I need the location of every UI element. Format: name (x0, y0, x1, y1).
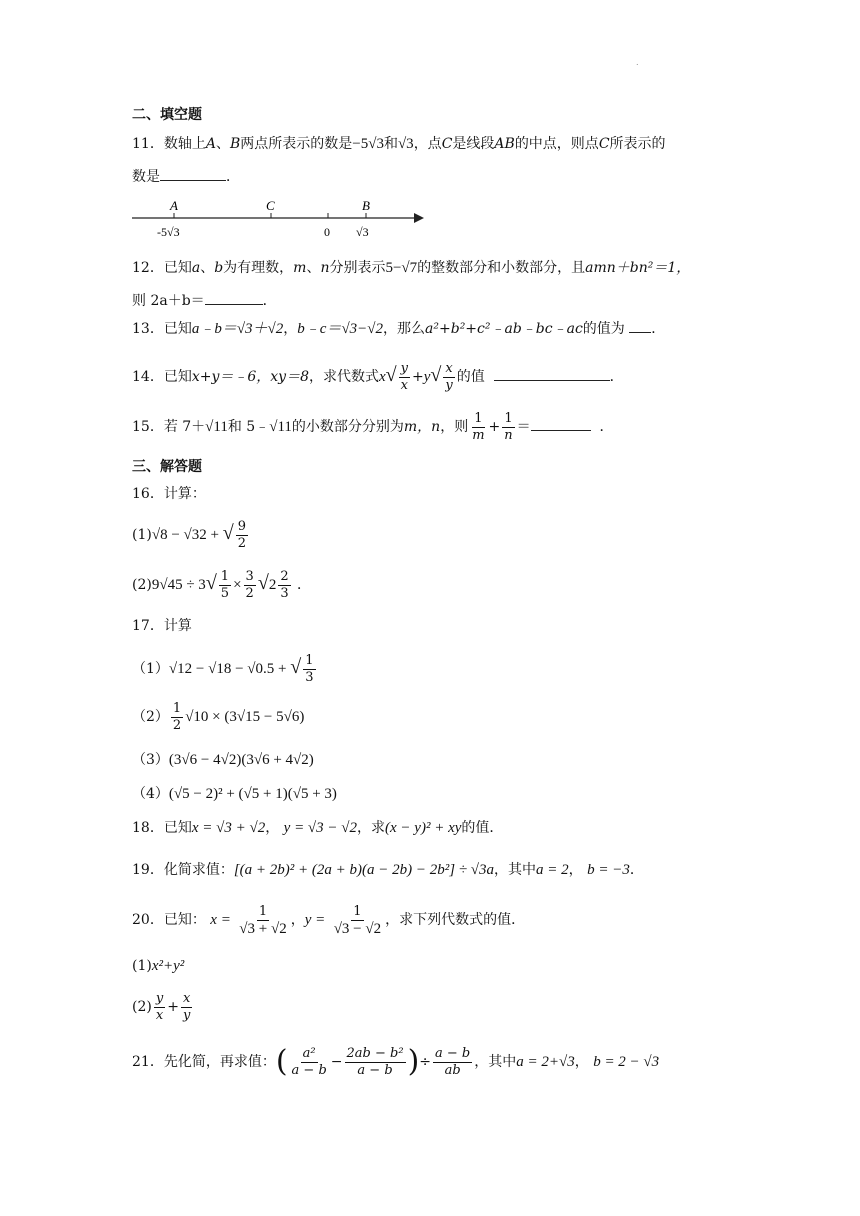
header-dot: . (636, 58, 639, 67)
question-16-part1: (1)√8 − √32 + √ $\frac{9}{2}$ (132, 518, 246, 551)
label-a: A (170, 198, 178, 213)
answer-blank[interactable] (531, 416, 591, 431)
tick-label-zero: 0 (324, 225, 330, 239)
tick-label-b: √3 (356, 225, 369, 239)
arrow-right-icon (414, 213, 424, 223)
sqrt-sign: √ (222, 522, 234, 544)
question-20-part1: (1)x²+y² (132, 958, 185, 974)
label-b: B (362, 198, 370, 213)
sqrt-sign: √ (430, 364, 442, 386)
question-17-part1: （1）√12 − √18 − √0.5 + √ $\frac{1}{3}$ (132, 652, 314, 685)
question-12: 12．已知a、b为有理数，m、n分别表示5−√7的整数部分和小数部分，且amn＋bn²＝1， (132, 260, 691, 276)
section-title-fill-blank: 二、填空题 (132, 107, 202, 123)
label-c: C (266, 198, 275, 213)
fraction-x-over-y: $\frac{x}{y}$ (445, 360, 453, 393)
number-line-diagram (132, 196, 432, 246)
question-17-part4: （4）(√5 − 2)² + (√5 + 1)(√5 + 3) (132, 786, 337, 802)
question-16-title: 16．计算： (132, 486, 206, 502)
sqrt-sign: √ (385, 364, 397, 386)
fraction-y-over-x: $\frac{y}{x}$ (400, 360, 408, 393)
question-17-part2: （2） $\frac{1}{2}$ √10 × (3√15 − 5√6) (132, 700, 305, 733)
math-sqrt3: √3 (397, 136, 414, 152)
answer-blank[interactable] (205, 290, 263, 305)
math-5-minus-sqrt7: 5−√7 (385, 260, 418, 276)
section-title-solve: 三、解答题 (132, 459, 202, 475)
math-neg-5-sqrt3: −5√3 (352, 136, 384, 152)
question-17-part3: （3）(3√6 − 4√2)(3√6 + 4√2) (132, 752, 314, 768)
question-12-line2: 则 2a＋b＝ ． (132, 290, 277, 311)
sqrt-sign: √ (257, 572, 269, 594)
question-16-part2: (2)9√45 ÷ 3√ $\frac{1}{5}$ × $\frac{3}{2}$ √2 $\frac{2}{3}$ ． (132, 568, 312, 601)
question-21: 21．先化简，再求值：( $\frac{\text{a²}}{a - b}$ − $\frac{\text{2ab − b²}}{a - b}$ )÷ $\frac{a - b}{ab}$ ，其中a = 2+√3， b = 2 − √3 (132, 1044, 660, 1079)
tick-label-a: -5√3 (157, 225, 180, 239)
fraction-y-value: $\frac{1}{√3 - √2}$ (333, 903, 382, 937)
fraction-1-over-m: $\frac{1}{m}$ (472, 410, 485, 443)
question-14: 14．已知x+y＝﹣6，xy＝8，求代数式x√ $\frac{y}{x}$ +y√ $\frac{x}{y}$ 的值 ． (132, 360, 624, 393)
question-11-line2: 数是 ． (132, 166, 240, 187)
question-19: 19．化简求值：[(a + 2b)² + (2a + b)(a − 2b) − 2b²] ÷ √3a，其中a = 2， b = −3． (132, 862, 644, 878)
answer-blank[interactable] (160, 166, 226, 181)
question-20-part2: (2) $\frac{y}{x}$ + $\frac{x}{y}$ (132, 990, 191, 1023)
answer-blank[interactable] (494, 366, 610, 381)
answer-blank[interactable] (629, 318, 651, 333)
sqrt-sign: √ (290, 656, 302, 678)
question-20: 20．已知： x = $\frac{1}{√3 + √2}$ ，y = $\frac{1}{√3 - √2}$ ，求下列代数式的值． (132, 903, 526, 937)
sqrt-sign: √ (205, 572, 217, 594)
question-13: 13．已知a﹣b＝√3＋√2，b﹣c＝√3−√2，那么a²+b²+c²﹣ab﹣bc﹣ac的值为 ． (132, 318, 665, 339)
question-17-title: 17．计算 (132, 618, 192, 634)
question-15: 15．若 7＋√11和 5﹣√11的小数部分分别为m，n，则 $\frac{1}{m}$ + $\frac{1}{n}$ ＝ ． (132, 410, 614, 443)
question-11: 11．数轴上A、B两点所表示的数是−5√3和√3，点C是线段AB的中点，则点C所表示的 (132, 136, 666, 152)
fraction-x-value: $\frac{1}{√3 + √2}$ (239, 903, 287, 937)
question-18: 18．已知x = √3 + √2， y = √3 − √2，求(x − y)² + xy的值． (132, 820, 504, 836)
fraction-1-over-n: $\frac{1}{n}$ (504, 410, 513, 443)
